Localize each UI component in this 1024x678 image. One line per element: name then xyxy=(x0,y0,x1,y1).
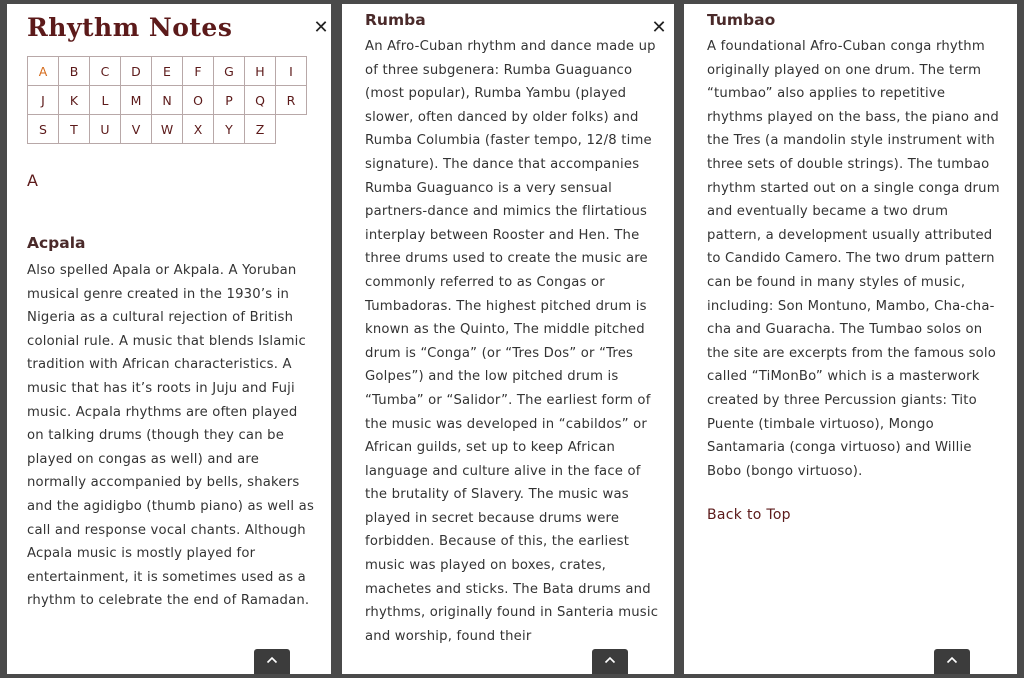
page-title: Rhythm Notes xyxy=(27,13,233,42)
letter-link-g[interactable]: G xyxy=(214,57,245,86)
scroll-to-top-button[interactable] xyxy=(934,649,970,674)
alphabet-index xyxy=(27,56,307,144)
letter-link-e[interactable]: E xyxy=(152,57,183,86)
letter-link-c[interactable]: C xyxy=(90,57,121,86)
chevron-up-icon xyxy=(946,656,958,664)
letter-link-h[interactable]: H xyxy=(245,57,276,86)
letter-link-p[interactable]: P xyxy=(214,86,245,115)
close-icon[interactable]: ✕ xyxy=(651,17,667,38)
empty-cell xyxy=(276,115,307,144)
letter-link-f[interactable]: F xyxy=(183,57,214,86)
letter-link-k[interactable]: K xyxy=(59,86,90,115)
close-icon[interactable]: ✕ xyxy=(313,17,329,38)
letter-link-q[interactable]: Q xyxy=(245,86,276,115)
letter-link-t[interactable]: T xyxy=(59,115,90,144)
scroll-to-top-button[interactable] xyxy=(254,649,290,674)
letter-link-w[interactable]: W xyxy=(152,115,183,144)
letter-link-d[interactable]: D xyxy=(121,57,152,86)
chevron-up-icon xyxy=(266,656,278,664)
glossary-panel-middle xyxy=(342,4,674,674)
letter-link-z[interactable]: Z xyxy=(245,115,276,144)
letter-link-v[interactable]: V xyxy=(121,115,152,144)
letter-link-b[interactable]: B xyxy=(59,57,90,86)
term-heading-rumba: Rumba xyxy=(365,11,426,29)
letter-link-j[interactable]: J xyxy=(28,86,59,115)
glossary-panel-left xyxy=(7,4,331,674)
section-letter-heading: A xyxy=(27,171,38,190)
term-definition-acpala: Also spelled Apala or Akpala. A Yoruban musical genre created in the 1930’s in Nigeria as a cultural rejection of British colonial rule. A music that blends Islamic tradition with African characteristics. A music that has it’s roots in Juju and Fuji music. Acpala rhythms are often played on talking drums (though they can be played on congas as well) and are normally accompanied by bells, shakers and the agidigbo (thumb piano) as well as call and response vocal chants. Although Acpala music is mostly played for entertainment, it is sometimes used as a rhythm to celebrate the end of Ramadan. xyxy=(27,263,315,609)
letter-link-n[interactable]: N xyxy=(152,86,183,115)
term-heading-acpala: Acpala xyxy=(27,234,86,252)
chevron-up-icon xyxy=(604,656,616,664)
letter-link-o[interactable]: O xyxy=(183,86,214,115)
glossary-panel-right xyxy=(684,4,1017,674)
term-heading-tumbao: Tumbao xyxy=(707,11,776,29)
letter-link-a[interactable]: A xyxy=(28,57,59,86)
term-definition-tumbao: A foundational Afro-Cuban conga rhythm originally played on one drum. The term “tumbao” also applies to repetitive rhythms played on the bass, the piano and the Tres (a mandolin style instrument with three sets of double strings). The tumbao rhythm started out on a single conga drum and eventually became a two drum pattern, a development usually attributed to Candido Camero. The two drum pattern can be found in many styles of music, including: Son Montuno, Mambo, Cha-cha-cha and Guaracha. The Tumbao solos on the site are excerpts from the famous solo called “TiMonBo” which is a masterwork created by three Percussion giants: Tito Puente (timbale virtuoso), Mongo Santamaria (conga virtuoso) and Willie Bobo (bongo virtuoso). xyxy=(707,39,1000,479)
back-to-top-link[interactable]: Back to Top xyxy=(707,507,791,524)
letter-link-x[interactable]: X xyxy=(183,115,214,144)
letter-link-l[interactable]: L xyxy=(90,86,121,115)
letter-link-u[interactable]: U xyxy=(90,115,121,144)
letter-link-s[interactable]: S xyxy=(28,115,59,144)
letter-link-r[interactable]: R xyxy=(276,86,307,115)
scroll-to-top-button[interactable] xyxy=(592,649,628,674)
letter-link-i[interactable]: I xyxy=(276,57,307,86)
letter-link-y[interactable]: Y xyxy=(214,115,245,144)
term-definition-rumba: An Afro-Cuban rhythm and dance made up of three subgenera: Rumba Guaguanco (most popular), Rumba Yambu (played slower, often danced by older folks) and Rumba Columbia (faster tempo, 12/8 time signature). The dance that accompanies Rumba Guaguanco is a very sensual partners-dance and mimics the flirtatious interplay between Rooster and Hen. The three drums used to create the music are commonly referred to as Congas or Tumbadoras. The highest pitched drum is known as the Quinto, The middle pitched drum is “Conga” (or “Tres Dos” or “Tres Golpes”) and the low pitched drum is “Tumba” or “Salidor”. The earliest form of the music was developed in “cabildos” or African guilds, set up to keep African language and culture alive in the face of the brutality of Slavery. The music was played in secret because drums were forbidden. Because of this, the earliest music was played on boxes, crates, machetes and sticks. The Bata drums and rhythms, originally found in Santeria music and worship, found their xyxy=(365,39,659,644)
letter-link-m[interactable]: M xyxy=(121,86,152,115)
